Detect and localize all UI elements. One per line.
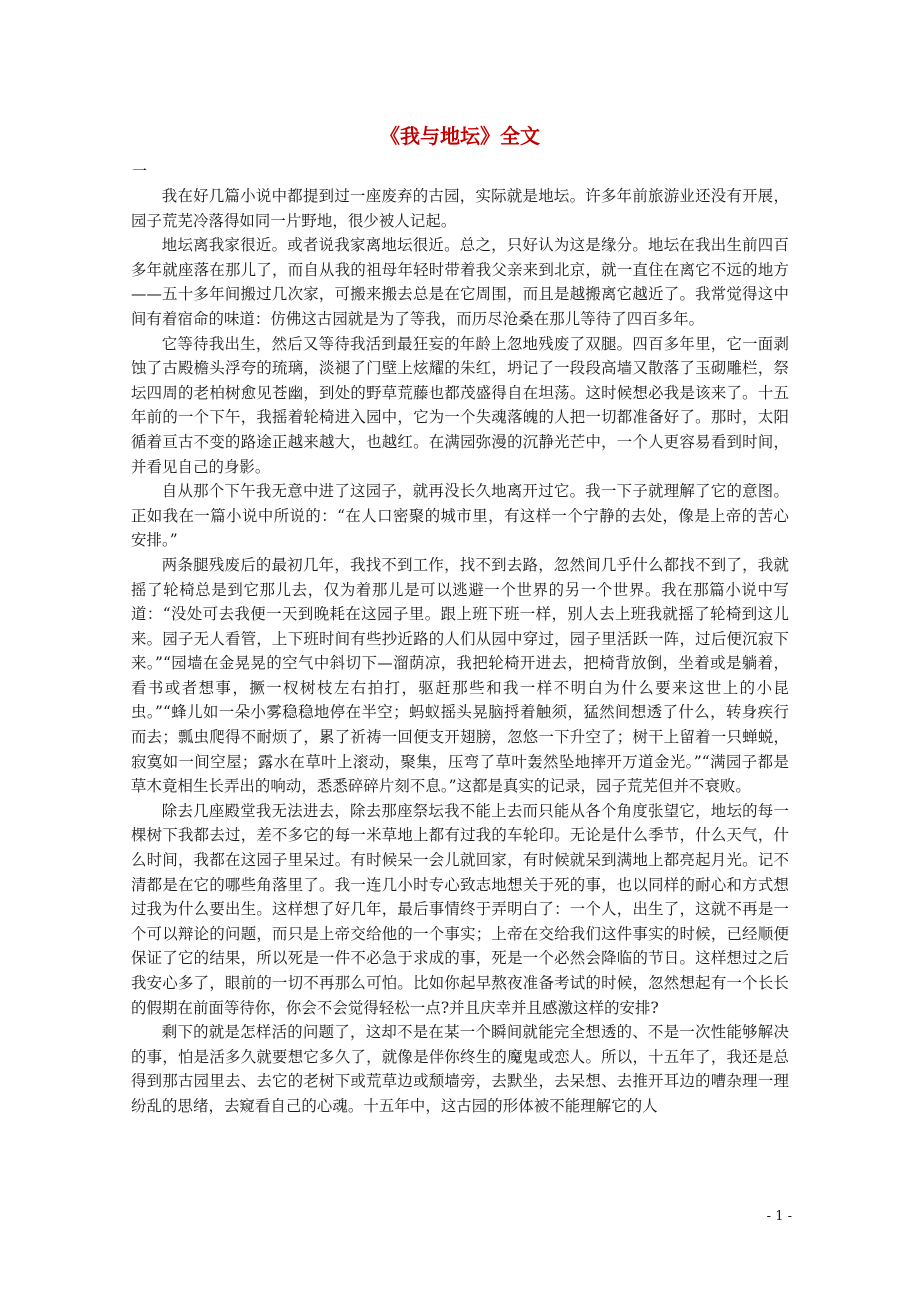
document-title: 《我与地坛》全文 bbox=[380, 124, 540, 148]
paragraph: 我在好几篇小说中都提到过一座废弃的古园，实际就是地坛。许多年前旅游业还没有开展，园子荒芜冷落得如同一片野地，很少被人记起。 bbox=[131, 187, 789, 230]
page-number: - 1 - bbox=[766, 1209, 792, 1224]
paragraph: 除去几座殿堂我无法进去，除去那座祭坛我不能上去而只能从各个角度张望它，地坛的每一棵树下我都去过，差不多它的每一米草地上都有过我的车轮印。无论是什么季节，什么天气，什么时间，我都在这园子里呆过。有时候呆一会儿就回家，有时候就呆到满地上都亮起月光。记不清都是在它的哪些角落里了。我一连几小时专心致志地想关于死的事，也以同样的耐心和方式想过我为什么要出生。这样想了好几年，最后事情终于弄明白了：一个人，出生了，这就不再是一个可以辩论的问题，而只是上帝交给他的一个事实；上帝在交给我们这件事实的时候，已经顺便保证了它的结果，所以死是一件不必急于求成的事，死是一个必然会降临的节日。这样想过之后我安心多了，眼前的一切不再那么可怕。比如你起早熬夜准备考试的时候，忽然想起有一个长长的假期在前面等待你，你会不会觉得轻松一点?并且庆幸并且感激这样的安排? bbox=[131, 801, 789, 1017]
paragraph: 自从那个下午我无意中进了这园子，就再没长久地离开过它。我一下子就理解了它的意图。正如我在一篇小说中所说的：“在人口密聚的城市里，有这样一个宁静的去处，像是上帝的苦心安排。” bbox=[131, 482, 789, 550]
paragraph: 剩下的就是怎样活的问题了，这却不是在某一个瞬间就能完全想透的、不是一次性能够解决的事，怕是活多久就要想它多久了，就像是伴你终生的魔鬼或恋人。所以，十五年了，我还是总得到那古园里去、去它的老树下或荒草边或颓墙旁，去默坐，去呆想、去推开耳边的嘈杂理一理纷乱的思绪，去窥看自己的心魂。十五年中，这古园的形体被不能理解它的人 bbox=[131, 1023, 789, 1115]
paragraph: 它等待我出生，然后又等待我活到最狂妄的年龄上忽地残废了双腿。四百多年里，它一面剥蚀了古殿檐头浮夸的琉璃，淡褪了门壁上炫耀的朱红，坍记了一段段高墙又散落了玉砌雕栏，祭坛四周的老柏树愈见苍幽，到处的野草荒藤也都茂盛得自在坦荡。这时候想必我是该来了。十五年前的一个下午，我摇着轮椅进入园中，它为一个失魂落魄的人把一切都准备好了。那时，太阳循着亘古不变的路途正越来越大，也越红。在满园弥漫的沉静光芒中，一个人更容易看到时间，并看见自己的身影。 bbox=[131, 334, 789, 476]
section-number: 一 bbox=[132, 162, 148, 180]
body-text bbox=[131, 184, 789, 1119]
paragraph: 两条腿残废后的最初几年，我找不到工作，找不到去路，忽然间几乎什么都找不到了，我就摇了轮椅总是到它那儿去，仅为着那儿是可以逃避一个世界的另一个世界。我在那篇小说中写道：“没处可去我便一天到晚耗在这园子里。跟上班下班一样，别人去上班我就摇了轮椅到这儿来。园子无人看管，上下班时间有些抄近路的人们从园中穿过，园子里活跃一阵，过后便沉寂下来。”“园墙在金晃晃的空气中斜切下—溜荫凉，我把轮椅开进去，把椅背放倒，坐着或是躺着，看书或者想事，撅一杈树枝左右拍打，驱赶那些和我一样不明白为什么要来这世上的小昆虫。”“蜂儿如一朵小雾稳稳地停在半空；蚂蚁摇头晃脑捋着触须，猛然间想透了什么，转身疾行而去；瓢虫爬得不耐烦了，累了祈祷一回便支开翅膀，忽悠一下升空了；树干上留着一只蝉蜕，寂寞如一间空屋；露水在草叶上滚动，聚集，压弯了草叶轰然坠地摔开万道金光。”“满园子都是草木竟相生长弄出的响动，悉悉碎碎片刻不息。”这都是真实的记录，园子荒芜但并不衰败。 bbox=[131, 555, 789, 796]
paragraph: 地坛离我家很近。或者说我家离地坛很近。总之，只好认为这是缘分。地坛在我出生前四百多年就座落在那儿了，而自从我的祖母年轻时带着我父亲来到北京，就一直住在离它不远的地方——五十多年间搬过几次家，可搬来搬去总是在它周围，而且是越搬离它越近了。我常觉得这中间有着宿命的味道：仿佛这古园就是为了等我，而历尽沧桑在那儿等待了四百多年。 bbox=[131, 236, 789, 328]
